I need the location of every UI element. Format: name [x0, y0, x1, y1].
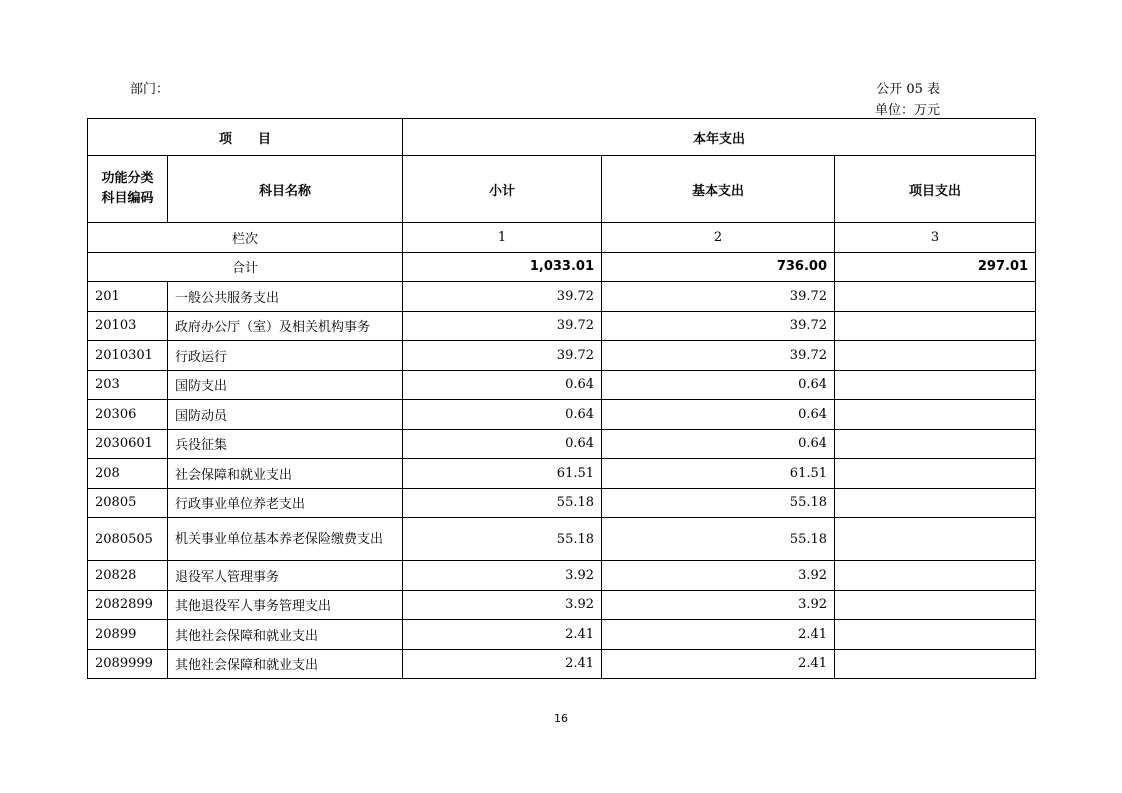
- row-code: 20899: [88, 620, 168, 650]
- col-code-header-line1: 功能分类: [101, 171, 154, 186]
- row-subtotal: 39.72: [403, 311, 602, 341]
- col-code-header: [88, 156, 168, 223]
- row-basic: 0.64: [602, 429, 835, 459]
- row-basic: 39.72: [602, 341, 835, 371]
- row-name: 其他社会保障和就业支出: [168, 620, 403, 650]
- row-project: [835, 311, 1036, 341]
- row-project: [835, 429, 1036, 459]
- total-subtotal: 1,033.01: [403, 252, 602, 282]
- col-code-header-line2: 科目编码: [101, 191, 154, 206]
- row-name: 退役军人管理事务: [168, 561, 403, 591]
- col-subtotal-header: 小计: [403, 156, 602, 223]
- row-code: 20103: [88, 311, 168, 341]
- row-subtotal: 2.41: [403, 620, 602, 650]
- table-row: [88, 311, 1036, 341]
- row-basic: 39.72: [602, 282, 835, 312]
- row-code: 201: [88, 282, 168, 312]
- row-code: 2080505: [88, 518, 168, 561]
- row-code: 20828: [88, 561, 168, 591]
- row-basic: 2.41: [602, 649, 835, 679]
- row-code: 2010301: [88, 341, 168, 371]
- row-subtotal: 2.41: [403, 649, 602, 679]
- header-row-group: [88, 119, 1036, 156]
- total-basic: 736.00: [602, 252, 835, 282]
- row-name: 社会保障和就业支出: [168, 459, 403, 489]
- row-name: 行政事业单位养老支出: [168, 488, 403, 518]
- row-code: 2082899: [88, 590, 168, 620]
- row-project: [835, 620, 1036, 650]
- row-subtotal: 3.92: [403, 561, 602, 591]
- row-name: 兵役征集: [168, 429, 403, 459]
- row-subtotal: 0.64: [403, 370, 602, 400]
- row-basic: 3.92: [602, 561, 835, 591]
- table-row: [88, 370, 1036, 400]
- group-expense-header: 本年支出: [403, 119, 1036, 156]
- expenditure-table: [87, 118, 1036, 679]
- row-code: 203: [88, 370, 168, 400]
- group-item-header: 项 目: [88, 119, 403, 156]
- row-basic: 39.72: [602, 311, 835, 341]
- row-basic: 55.18: [602, 488, 835, 518]
- row-name: 国防支出: [168, 370, 403, 400]
- row-name: 一般公共服务支出: [168, 282, 403, 312]
- col-name-header: 科目名称: [168, 156, 403, 223]
- row-project: [835, 459, 1036, 489]
- index-3: 3: [835, 223, 1036, 253]
- index-2: 2: [602, 223, 835, 253]
- table-row: [88, 620, 1036, 650]
- row-name: 行政运行: [168, 341, 403, 371]
- table-row: [88, 282, 1036, 312]
- index-row: [88, 223, 1036, 253]
- row-name: 其他社会保障和就业支出: [168, 649, 403, 679]
- row-project: [835, 488, 1036, 518]
- row-basic: 3.92: [602, 590, 835, 620]
- row-subtotal: 0.64: [403, 400, 602, 430]
- table-row: [88, 518, 1036, 561]
- row-code: 20805: [88, 488, 168, 518]
- row-name: 政府办公厅（室）及相关机构事务: [168, 311, 403, 341]
- row-project: [835, 341, 1036, 371]
- row-subtotal: 39.72: [403, 282, 602, 312]
- row-code: 2089999: [88, 649, 168, 679]
- row-subtotal: 55.18: [403, 518, 602, 561]
- row-project: [835, 590, 1036, 620]
- table-row: [88, 561, 1036, 591]
- table-row: [88, 341, 1036, 371]
- header-row-columns: [88, 156, 1036, 223]
- row-project: [835, 649, 1036, 679]
- row-code: 2030601: [88, 429, 168, 459]
- department-label: 部门：: [130, 82, 170, 97]
- total-row: [88, 252, 1036, 282]
- index-1: 1: [403, 223, 602, 253]
- table-row: [88, 649, 1036, 679]
- index-label: 栏次: [88, 223, 403, 253]
- page-number: 16: [554, 712, 568, 725]
- total-label: 合计: [88, 252, 403, 282]
- row-project: [835, 282, 1036, 312]
- unit-label: 单位：万元: [874, 103, 940, 118]
- row-name: 其他退役军人事务管理支出: [168, 590, 403, 620]
- row-basic: 61.51: [602, 459, 835, 489]
- row-project: [835, 400, 1036, 430]
- row-subtotal: 3.92: [403, 590, 602, 620]
- row-project: [835, 561, 1036, 591]
- row-subtotal: 0.64: [403, 429, 602, 459]
- row-basic: 0.64: [602, 400, 835, 430]
- table-row: [88, 590, 1036, 620]
- row-subtotal: 61.51: [403, 459, 602, 489]
- table-row: [88, 459, 1036, 489]
- row-project: [835, 370, 1036, 400]
- total-project: 297.01: [835, 252, 1036, 282]
- table-row: [88, 429, 1036, 459]
- row-basic: 0.64: [602, 370, 835, 400]
- row-name: 国防动员: [168, 400, 403, 430]
- row-code: 20306: [88, 400, 168, 430]
- row-code: 208: [88, 459, 168, 489]
- form-number: 公开 05 表: [876, 82, 940, 97]
- row-basic: 2.41: [602, 620, 835, 650]
- row-name: 机关事业单位基本养老保险缴费支出: [168, 518, 403, 561]
- row-subtotal: 39.72: [403, 341, 602, 371]
- row-project: [835, 518, 1036, 561]
- col-basic-header: 基本支出: [602, 156, 835, 223]
- table-row: [88, 400, 1036, 430]
- row-basic: 55.18: [602, 518, 835, 561]
- row-subtotal: 55.18: [403, 488, 602, 518]
- col-project-header: 项目支出: [835, 156, 1036, 223]
- table-row: [88, 488, 1036, 518]
